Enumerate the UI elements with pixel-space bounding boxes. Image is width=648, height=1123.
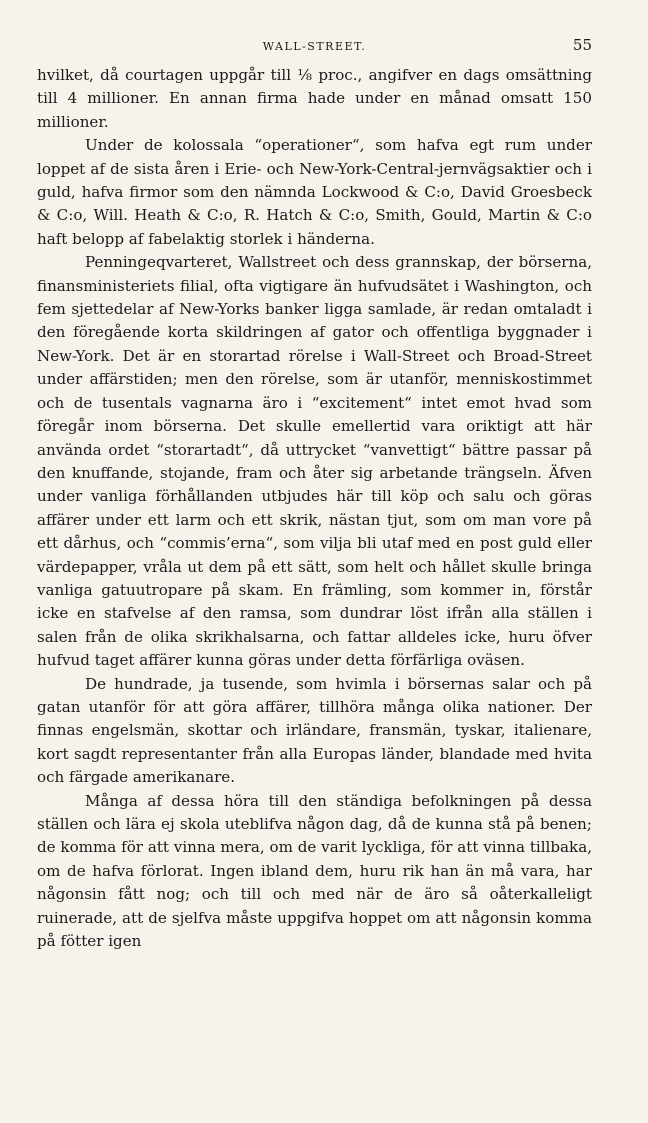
- running-title: WALL-STREET.: [262, 40, 367, 53]
- paragraph-continuation: hvilket, då courtagen uppgår till ⅛ proc., angifver en dags omsättning till 4 millioner. En annan firma hade under en månad omsatt 150 millioner.: [37, 66, 592, 131]
- paragraph-regulars: Många af dessa höra till den ständiga befolkningen på dessa ställen och lära ej skola uteblifva någon dag, då de kunna stå på benen; de komma för att vinna mera, om de varit lyckliga, för att vinna tillbaka, om de hafva förlorat. Ingen ibland dem, huru rik han än må vara, har någonsin fått nog; och till och med när de äro så oåterkalleligt ruinerade, att de sjelfva måste uppgifva hoppet om att någonsin komma på fötter igen: [37, 791, 592, 951]
- page-number: 55: [572, 36, 592, 54]
- running-head: [37, 36, 592, 58]
- paragraph-money-quarter: Penningeqvarteret, Wallstreet och dess grannskap, der börserna, finansministeriets filial, ofta vigtigare än hufvudsätet i Washington, och fem sjettedelar af New-Yorks banker ligga samlade, är redan omtaladt i den föregående korta skildringen af gator och offentliga byggnader i New-York. Det är en storartad rörelse i Wall-Street och Broad-Street under affärstiden; men den rörelse, som är utanför, menniskostimmet och de tusentals vagnarna äro i “excitement“ intet emot hvad som föregår inom börserna. Det skulle emellertid vara oriktigt att här använda ordet “storartadt“, då uttrycket “vanvettigt“ bättre passar på den knuffande, stojande, fram och åter sig arbetande trängseln. Äfven under vanliga förhållanden utbjudes här till köp och salu och göras affärer under ett larm och ett skrik, nästan tjut, som om man vore på ett dårhus, och “commis’erna“, som vilja bli utaf med en post guld eller värdepapper, vråla ut dem på ett sätt, som helt och hållet skulle bringa vanliga gatuutropare på skam. En främling, som kommer in, förstår icke en stafvelse af den ramsa, som dundrar löst ifrån alla ställen i salen från de olika skrikhalsarna, och fattar alldeles icke, huru öfver hufvud taget affärer kunna göras under detta förfärliga oväsen.: [37, 253, 592, 670]
- paragraph-nations: De hundrade, ja tusende, som hvimla i börsernas salar och på gatan utanför för att göra affärer, tillhöra många olika nationer. Der finnas engelsmän, skottar och irländare, fransmän, tyskar, italienare, kort sagdt representanter från alla Europas länder, blandade med hvita och färgade amerikanare.: [37, 674, 592, 787]
- body-text: [37, 64, 592, 953]
- paragraph-operations: Under de kolossala “operationer“, som hafva egt rum under loppet af de sista åren i Erie- och New-York-Central-jernvägsaktier och i guld, hafva firmor som den nämnda Lockwood & C:o, David Groesbeck & C:o, Will. Heath & C:o, R. Hatch & C:o, Smith, Gould, Martin & C:o haft belopp af fabelaktig storlek i händerna.: [37, 136, 592, 248]
